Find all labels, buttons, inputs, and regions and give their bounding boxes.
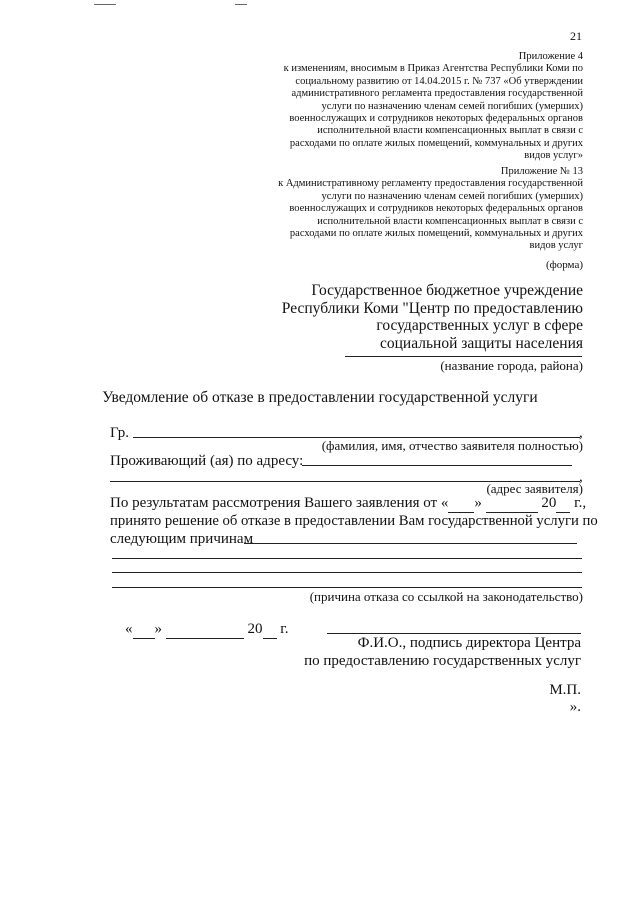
decision-year-blank <box>556 494 570 513</box>
reason-field-line-3 <box>112 572 582 573</box>
annex-4-title: Приложение 4 <box>518 51 583 62</box>
annex-4-line: военнослужащих и сотрудников некоторых федеральных органов <box>289 113 583 125</box>
signature-year-blank <box>263 620 277 639</box>
city-hint: (название города, района) <box>440 358 583 373</box>
decision-line-1 <box>110 494 586 513</box>
annex-13-line: исполнительной власти компенсационных выплат в связи с <box>317 215 583 227</box>
decision-line-3: следующим причинам <box>110 531 254 547</box>
decision-text-b: » <box>474 495 482 511</box>
organization-line: государственных услуг в сфере <box>376 317 583 335</box>
page-number: 21 <box>570 29 582 43</box>
decision-text-d: г., <box>574 495 587 511</box>
annex-13-line: к Административному регламенту предоставления государственной <box>278 178 583 190</box>
signature-caption-2: по предоставлению государственных услуг <box>304 653 581 669</box>
annex-13-line: услуги по назначению членам семей погибших (умерших) <box>321 190 583 202</box>
organization-block <box>223 282 583 352</box>
reason-hint: (причина отказа со ссылкой на законодательство) <box>309 589 583 604</box>
signature-year-suffix: г. <box>280 621 289 637</box>
scan-mark <box>235 4 247 5</box>
annex-13-title: Приложение № 13 <box>500 166 583 177</box>
reason-field-line-1 <box>244 543 577 544</box>
annex-4-line: административного регламента предоставления государственной <box>291 88 583 100</box>
organization-line: социальной защиты населения <box>379 334 583 352</box>
signature-month-blank <box>166 620 244 639</box>
annex-4-line: расходами по оплате жилых помещений, коммунальных и других <box>289 137 583 149</box>
citizen-label: Гр. <box>110 425 129 441</box>
organization-line: Республики Коми "Центр по предоставлению <box>281 299 583 317</box>
form-label: (форма) <box>545 259 583 271</box>
annex-13-line: видов услуг <box>529 240 583 252</box>
decision-month-blank <box>486 494 538 513</box>
city-field-line <box>345 356 582 357</box>
annex-4-block <box>243 51 583 163</box>
signature-date <box>125 620 288 639</box>
annex-4-line: к изменениям, вносимым в Приказ Агентства Республики Коми по <box>283 63 583 75</box>
organization-line: Государственное бюджетное учреждение <box>311 282 583 299</box>
decision-text-c: 20 <box>541 495 557 511</box>
scan-mark <box>94 4 116 5</box>
signature-date-open: « <box>125 621 133 637</box>
address-hint: (адрес заявителя) <box>486 481 583 496</box>
signature-date-close: » <box>154 621 162 637</box>
address-field-line-1 <box>302 465 572 466</box>
stamp-label: М.П. <box>549 682 581 698</box>
decision-day-blank <box>448 494 474 513</box>
decision-text-a: По результатам рассмотрения Вашего заявления от « <box>110 495 449 511</box>
citizen-trail: , <box>579 425 583 441</box>
closing-quote: ». <box>569 699 581 715</box>
reason-field-line-2 <box>112 558 582 559</box>
reason-field-line-4 <box>112 587 582 588</box>
signature-day-blank <box>133 620 155 639</box>
annex-4-line: услуги по назначению членам семей погибших (умерших) <box>321 100 583 112</box>
annex-4-line: социальному развитию от 14.04.2015 г. № 737 «Об утверждении <box>295 75 583 87</box>
signature-caption-1: Ф.И.О., подпись директора Центра <box>357 635 581 651</box>
annex-4-line: исполнительной власти компенсационных выплат в связи с <box>317 125 583 137</box>
notice-title: Уведомление об отказе в предоставлении государственной услуги <box>102 389 538 406</box>
citizen-hint: (фамилия, имя, отчество заявителя полностью) <box>321 438 583 453</box>
annex-13-line: военнослужащих и сотрудников некоторых федеральных органов <box>289 203 583 215</box>
signature-year-prefix: 20 <box>247 621 263 637</box>
address-trail: , <box>579 469 583 485</box>
decision-line-2: принято решение об отказе в предоставлении Вам государственной услуги по <box>110 513 598 529</box>
annex-13-line: расходами по оплате жилых помещений, коммунальных и других <box>289 228 583 240</box>
annex-4-line: видов услуг» <box>524 150 583 162</box>
annex-13-block <box>243 166 583 253</box>
address-label: Проживающий (ая) по адресу: <box>110 453 304 469</box>
